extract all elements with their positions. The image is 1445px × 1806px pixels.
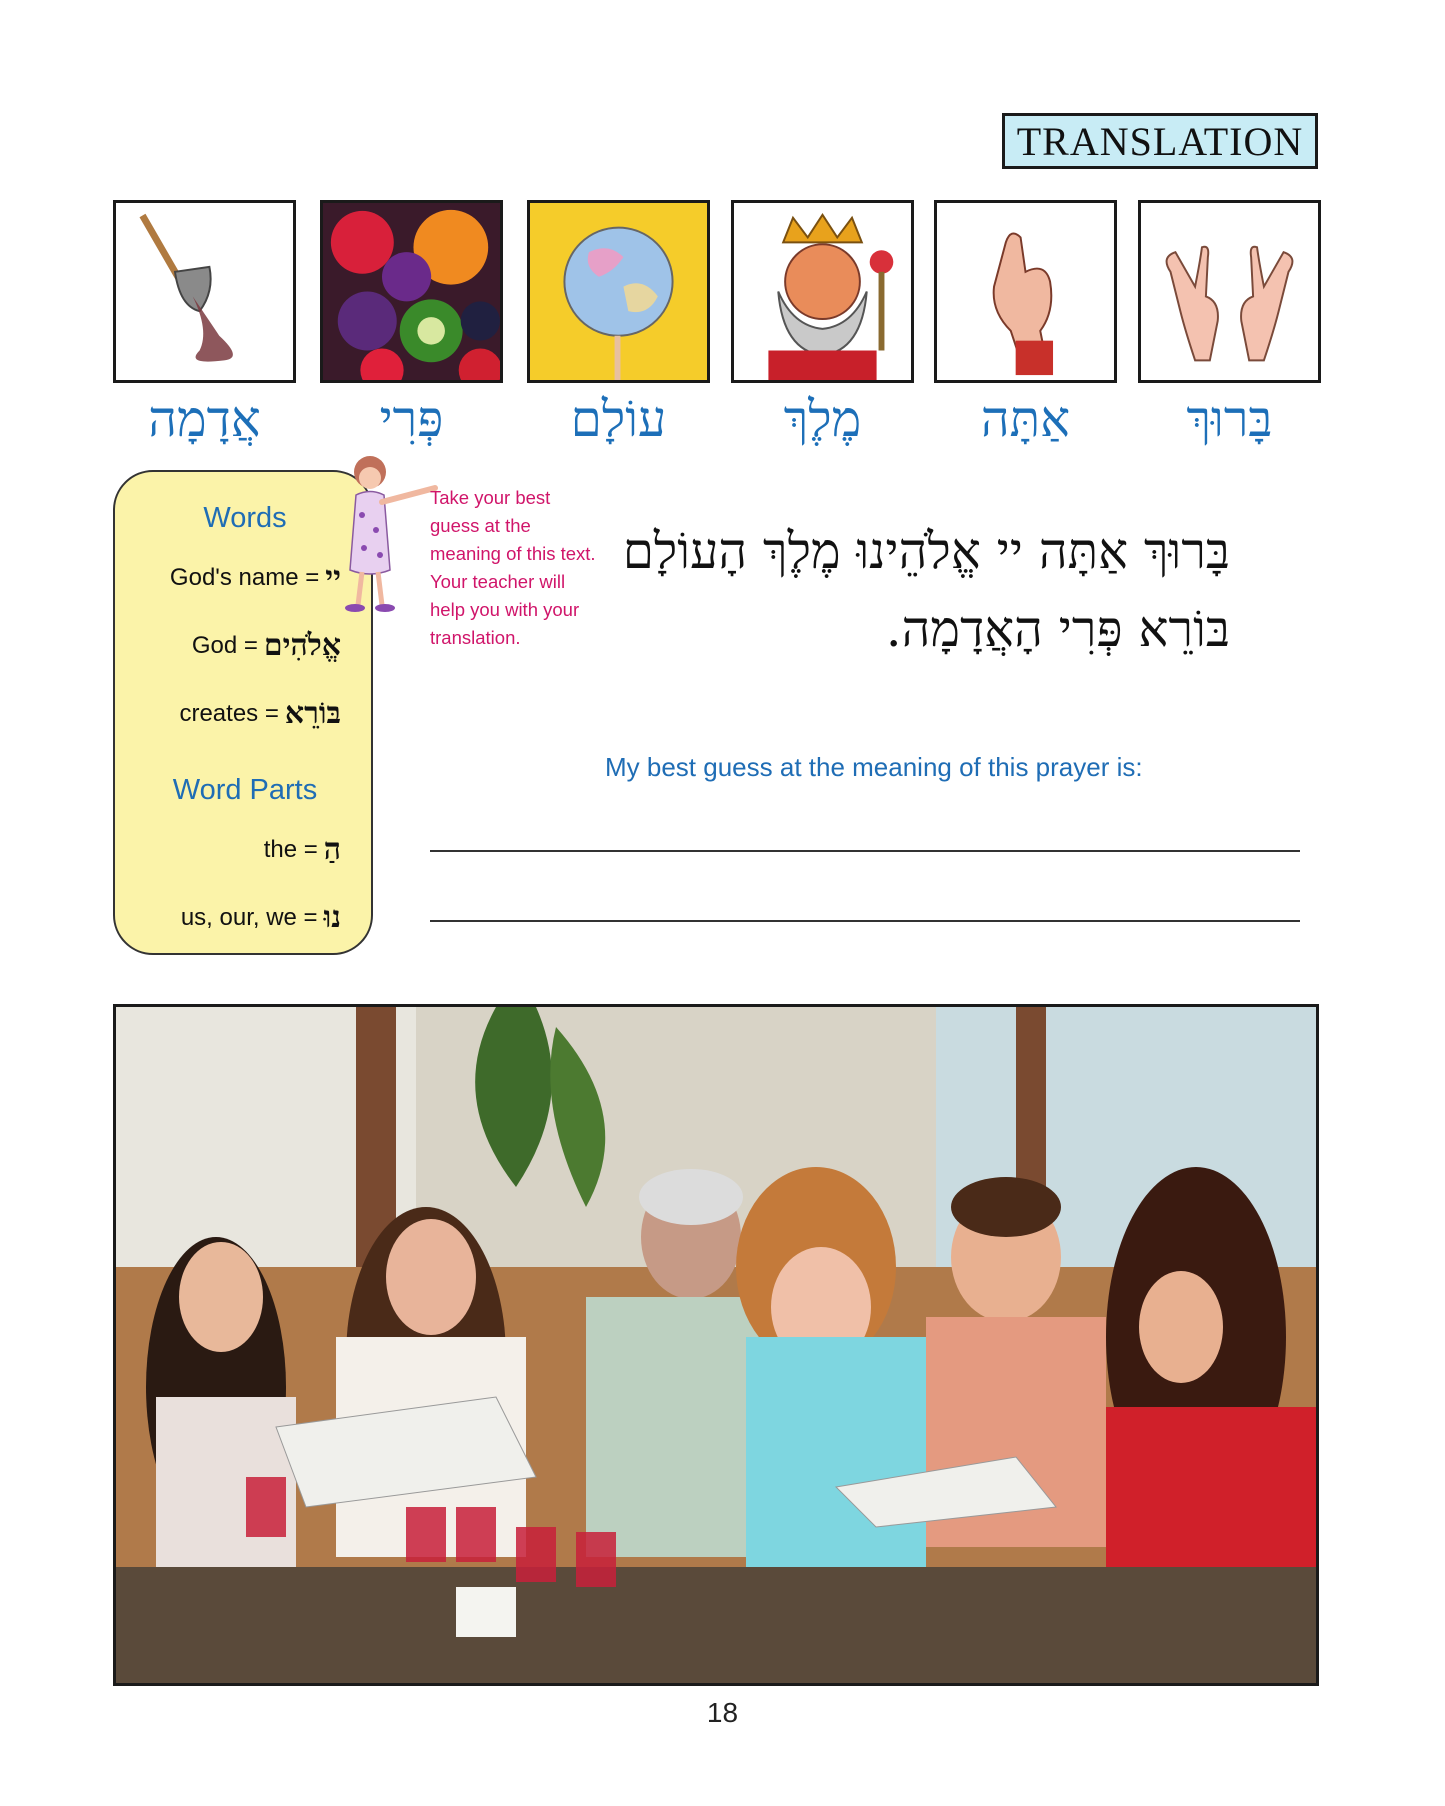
vocab-hebrew: נוּ — [323, 900, 341, 935]
card-king — [731, 200, 914, 383]
prayer-line-2: בּוֹרֵא פְּרִי הָאֲדָמָה. — [885, 600, 1230, 658]
pointing-hand-icon — [937, 203, 1114, 380]
fruit-icon — [323, 203, 500, 380]
vocab-part — [181, 900, 341, 935]
vocab-label: God's name = — [169, 563, 320, 591]
family-seder-photo — [113, 1004, 1319, 1686]
vocab-label: the = — [263, 835, 318, 863]
vocab-word — [179, 696, 341, 731]
word-parts-heading: Word Parts — [172, 774, 318, 806]
prayer-line-1: בָּרוּךְ אַתָּה יי אֱלֹהֵינוּ מֶלֶךְ הָעוֹלָם — [622, 522, 1230, 580]
word-melech: מֶלֶךְ — [783, 390, 862, 448]
vocab-part — [264, 832, 341, 867]
card-globe — [527, 200, 710, 383]
card-hands — [1138, 200, 1321, 383]
hands-blessing-icon — [1141, 203, 1318, 380]
globe-icon — [530, 203, 707, 380]
words-heading: Words — [203, 502, 287, 534]
answer-line-2[interactable] — [430, 920, 1300, 922]
card-shovel — [113, 200, 296, 383]
vocab-label: us, our, we = — [180, 903, 318, 931]
word-atah: אַתָּה — [980, 390, 1071, 448]
translation-prompt: My best guess at the meaning of this prayer is: — [605, 752, 1143, 782]
word-olam: עוֹלָם — [570, 390, 667, 448]
page-title: TRANSLATION — [1002, 113, 1318, 169]
answer-line-1[interactable] — [430, 850, 1300, 852]
card-pointing-hand — [934, 200, 1117, 383]
vocab-hebrew: הַ — [323, 832, 341, 867]
word-baruch: בָּרוּךְ — [1186, 390, 1273, 448]
instruction-note: Take your best guess at the meaning of this text. Your teacher will help you with your translation. — [430, 487, 596, 648]
vocab-hebrew: בּוֹרֵא — [284, 696, 341, 731]
vocab-box — [113, 470, 373, 955]
family-photo-image — [116, 1007, 1316, 1683]
word-pri: פְּרִי — [379, 390, 444, 448]
shovel-earth-icon — [116, 203, 293, 380]
vocab-word — [170, 560, 341, 595]
king-icon — [734, 203, 911, 380]
vocab-hebrew: יי — [325, 560, 341, 595]
vocab-label: God = — [191, 631, 258, 659]
card-fruit — [320, 200, 503, 383]
vocab-word — [192, 628, 341, 663]
word-adamah: אֲדָמָה — [148, 390, 261, 448]
vocab-label: creates = — [179, 699, 279, 727]
vocab-hebrew: אֱלֹהִים — [263, 628, 341, 663]
page-number: 18 — [706, 1697, 739, 1728]
